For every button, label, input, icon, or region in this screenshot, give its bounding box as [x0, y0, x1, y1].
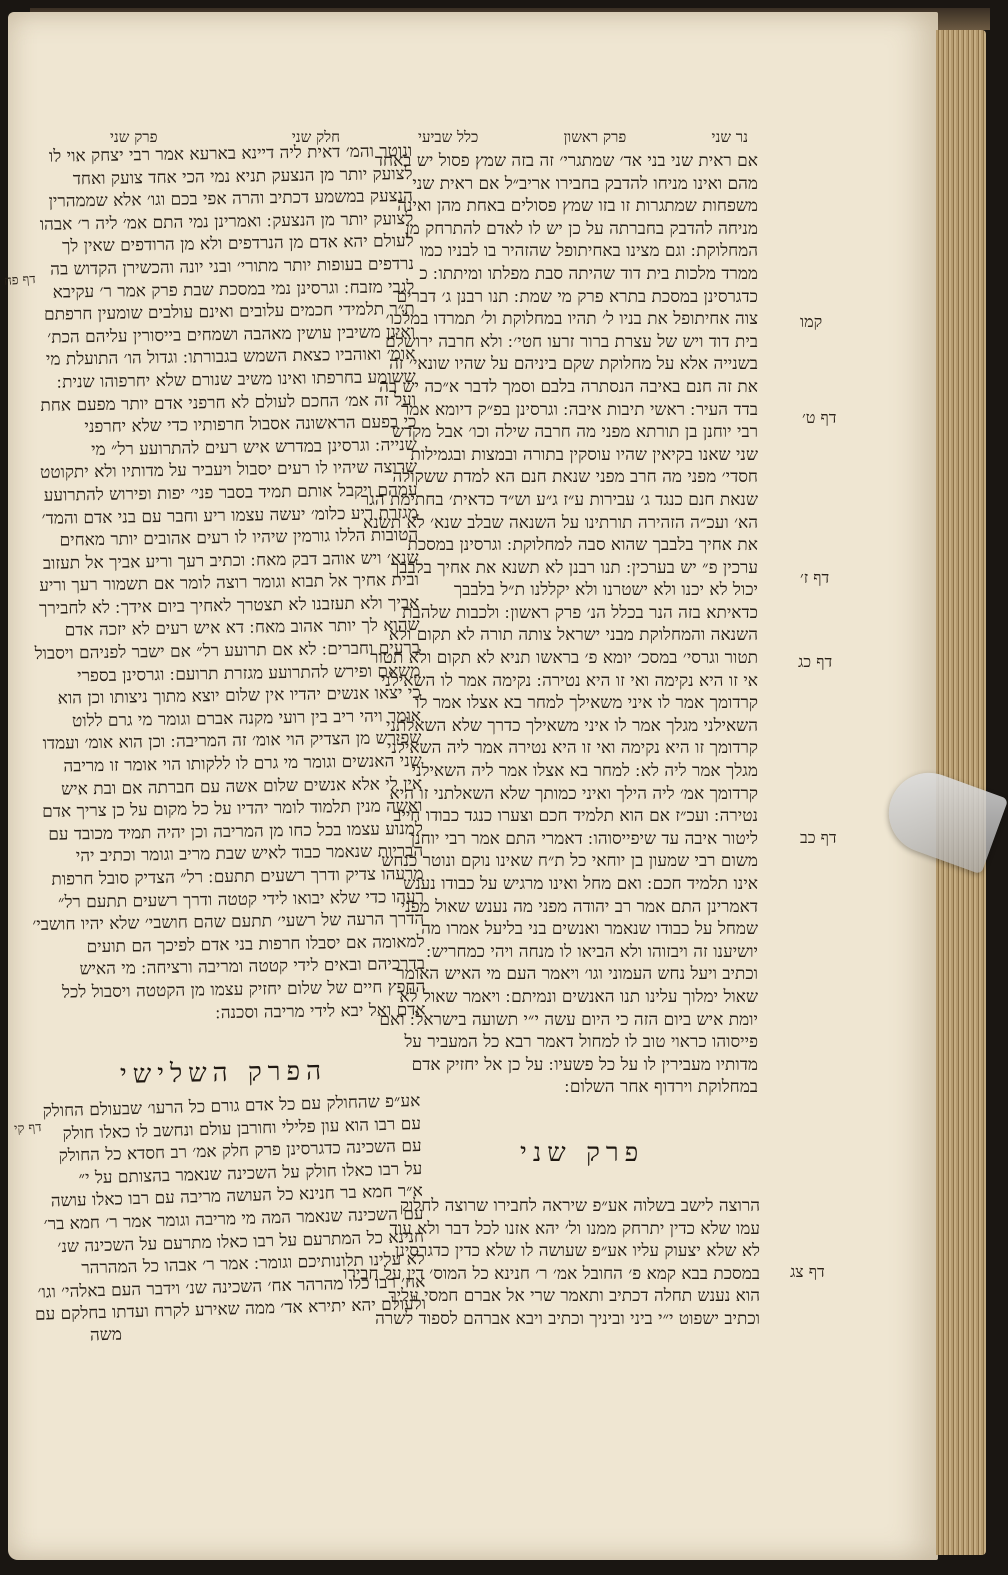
- text-line: עמו שלא כדין יתרחק ממנו ול׳ יהא אזנו לכל דבר ולא עוד: [389, 1218, 760, 1239]
- text-line: אדם ואל יבא לידי מריבה וסכנה ׃: [215, 999, 426, 1023]
- text-line: מניחה להדבק בחברתה על כן יש לו לאדם להתרחק מן: [405, 218, 758, 239]
- text-line: שרוצה שיהיו לו רעים יסבול ויעביר על מדותיו ולא יתקוטט: [39, 457, 418, 484]
- text-line: ערכין פ״ יש בערכין ׃ תנו רבנן לא תשנא את אחיך בלבבך: [390, 557, 758, 578]
- text-line: הדרך הרעה של רשעי׳ תתעם שהם חושבי׳ שלא יהיו חושבי׳: [32, 909, 425, 936]
- text-line: ממרד מלכות בית דוד שהיתה סבת מפלתו ומיתתו ׃ כ: [419, 263, 758, 284]
- text-line: ת״ר תלמידי חכמים עלובים ואינם עולבים שומעין חרפתם: [43, 299, 415, 325]
- text-line: במסכת בבא קמא פ׳ החובל אמ׳ ר׳ חנינא כל המוס׳ דין על חבירו: [343, 1263, 760, 1284]
- text-line: עם השכינה כדגרסינן פרק חלק אמ׳ רב חסדא כל החולק: [58, 1136, 422, 1167]
- header-part: חלק שני: [291, 128, 340, 146]
- text-line: אם ראית שני בני אד׳ שמתגרי׳ זה בזה שמץ פסול יש באחד: [374, 151, 758, 171]
- text-line: משאם ופירש להתרועע מגזרת תרועם ׃ וגרסינן בספרי: [77, 660, 421, 686]
- text-line: עם השכינה שנאמר המה מי מריבה וגומר אמר ר׳ חמא בר׳: [43, 1203, 424, 1235]
- margin-ref: דף צג: [790, 1262, 825, 1281]
- text-line: הא׳ ועכ״ה הזהירה תורתינו על השנאה שבלב שנא׳ לא תשנא: [363, 512, 758, 533]
- text-line: ששומע בחרפתו ואינו משיב שנורם שלא יחרפוהו שנית ׃: [56, 366, 416, 393]
- text-line: עם רבו הוא עון פלילי וחורבן עולם ונחשב לו כאלו חולק: [62, 1113, 422, 1144]
- text-line: אביך ולא תעזבנו לא תצטרך לאחיך ביום אידך ׃ לא לחבירך: [38, 592, 420, 619]
- text-line: שפירש מן הצדיק הוי אומ׳ זה המריבה ׃ וכן הוא אומ׳ ועמדו: [42, 728, 422, 755]
- text-line: ועל זה אמ׳ החכם לעולם לא חרפני אדם יותר מפעם אחת: [40, 389, 417, 416]
- text-line: את זה חנם באיבה הנסתרה בלבם וסמך לדבר א״כה יש בה: [379, 376, 758, 397]
- header-rule: כלל שביעי: [418, 128, 479, 146]
- header-title: נר שני: [711, 128, 748, 146]
- text-line: משפחות שמתגרות זו בזו שמץ פסולים באחת מהן ואינה: [397, 196, 758, 217]
- header-chapter: פרק ראשון: [563, 128, 627, 146]
- margin-ref: דף ט׳: [802, 408, 837, 427]
- text-line: ולעולם יהא יתירא אד׳ ממה שאירע לקרח ועדתו בחלקם עם: [34, 1294, 427, 1326]
- text-line: קרדומך אמ׳ ליה הילך ואיני כמותך שלא השאלתני זו היא: [389, 783, 758, 804]
- margin-ref: דף פח: [3, 271, 37, 290]
- right-text-column-lower: [343, 1195, 760, 1335]
- text-line: בדד העיר ׃ ראשי תיבות איבה ׃ וגרסינן בפ״ק דיומא אמר: [400, 399, 758, 420]
- text-line: מגזרת ריע כלומ׳ יעשה עצמו ריע וחבר עם בני אדם והמד׳: [41, 502, 419, 529]
- text-line: הוא נענש תחלה דכתיב ותאמר שרי אל אברם חמסי עליך: [388, 1286, 760, 1307]
- text-line: שני האנשים וגומר מי גרם לו ללקותו הוי אומר זו מריבה: [63, 750, 422, 777]
- margin-ref: דף כג: [798, 652, 833, 671]
- right-text-column: [360, 150, 758, 1098]
- text-line: משום רבי שמעון בן יוחאי כל ת״ח שאינו נוקם ונוטר כנחש: [381, 851, 758, 872]
- text-line: בית דוד ויש של עצרת ברור זרעו חטי׳ ׃ ולא חרבה ירושלם: [385, 331, 758, 352]
- header-chapter-left: פרק שני: [110, 128, 158, 146]
- text-line: חסדי׳ מפני מה חרב מפני שנאת חנם הא למדת ששקולה: [392, 467, 758, 488]
- text-line: שאול ימלוך עלינו תנו האנשים ונמיתם ׃ ויאמר שאול לא: [399, 986, 758, 1007]
- text-line: נטירה ׃ ועכ״ז אם הוא תלמיד חכם וצערו כנגד כבודו חייב: [393, 806, 758, 827]
- text-line: יומת איש ביום הזה כי היום עשה י״י תשועה בישראל ׃ ואם: [379, 1009, 758, 1030]
- text-line: אומ׳ ואוהביו כצאת השמש בגבורתו ׃ וגדול הו׳ התועלת מי: [45, 344, 416, 371]
- text-line: פייסוהו כראוי טוב לו למחול דאמר רבא כל המעביר על: [404, 1032, 758, 1053]
- text-line: אינו תלמיד חכם ׃ ואם מחל ואינו מרגיש על כבודו נענש: [403, 874, 758, 894]
- text-line: ברעים וחברים ׃ לא אם תרועע רל״ אם ישבר לפניהם ויסבול: [34, 638, 421, 665]
- text-line: לגבי מזבח ׃ וגרסינן נמי במסכת שבת פרק אמר ר׳ עקיבא: [52, 276, 415, 303]
- text-line: אח׳ רבו כלו מהרהר אח׳ השכינה שנ׳ וידבר העם באלהי׳ וגו׳: [37, 1271, 426, 1303]
- text-line: שני שאנו בקיאין שהיו עוסקין בתורה ובמצות ובגמילות: [410, 444, 758, 465]
- text-line: וכתיב ויעל נחש העמוני וגו׳ ויאמר העם מי האיש האומר: [396, 964, 758, 985]
- margin-ref: דף קי: [13, 1120, 43, 1137]
- text-line: נרדפים בעופות יותר מתורי׳ ובני יונה והכשירן הקדוש בה: [50, 253, 415, 280]
- text-line: על רבו כאלו חולק על השכינה שנאמר בהצותם על י״: [78, 1158, 423, 1189]
- margin-ref: דף ז׳: [800, 568, 830, 587]
- text-line: שנייה ׃ וגרסינן במדרש איש רעים להתרועע רל״ מי: [90, 434, 417, 460]
- chapter-heading-third: הפרק השלישי: [119, 1056, 328, 1090]
- text-line: השאילני מגלך אמר לו איני משאילך כדרך שלא השאלתני: [386, 715, 758, 736]
- text-line: א״ר חמא בר חנינא כל העושה מריבה עם רבו כאלו עושה: [50, 1181, 424, 1212]
- text-line: וכתיב ישפוט י״י ביני וביניך וכתיב ויבא אברהם לספוד לשרה: [375, 1308, 760, 1329]
- text-line: אע״פ שהחולק עם כל אדם גורם כל הרעו׳ שבעולם החולק: [42, 1090, 421, 1122]
- left-text-column-lower: [34, 1090, 427, 1360]
- text-line: הרוצה לישב בשלוה אע״פ שיראה לחבירו שרוצה לחלוק: [399, 1196, 760, 1216]
- text-line: רבי יוחנן בן תורתא מפני מה חרבה שילה וכו׳ אבל מקדש: [391, 422, 758, 443]
- text-line: לא שלא יצעוק עליו אע״פ שעושה לו שלא כדין כדגרסינן: [394, 1241, 760, 1262]
- text-line: השנאה והמחלוקת מבני ישראל צותה תורה לא תקום ולא: [388, 625, 758, 646]
- text-line: יושיענו זה ויבזוהו ולא הביאו לו מנחה ויהי כמחריש ׃: [426, 941, 758, 962]
- margin-ref: דף כב: [800, 828, 837, 847]
- text-line: תטור וגרסי׳ במסכ׳ יומא פ׳ בראשו תניא לא תקום ולא תטור: [370, 648, 758, 669]
- text-line: רעהו כדי שלא יבואו לידי קטטה ודרך רשעים תתעם רל״: [57, 886, 425, 913]
- text-line: הטובות הללו גורמין שיהיו לו רעים אהובים יותר מאחים: [59, 525, 419, 551]
- text-line: כדגרסינן במסכת בתרא פרק מי שמת ׃ תנו רבנן ג׳ דברים: [396, 286, 758, 307]
- text-line: מדותיו מעבירין לו על כל פשעיו ׃ על כן אל יחזיק אדם: [411, 1054, 758, 1075]
- text-line: שמחל על כבודו שנאמר ואנשים בני בליעל אמרו מה: [421, 919, 758, 940]
- text-line: יכול לא יכנו ולא ישטרנו ולא יקללנו ת״ל בלבבך: [453, 580, 758, 601]
- text-line: שנאת חנם כנגד ג׳ עבירות ע״ז ג״ע וש״ד כדאית׳ בחתימת הגר: [360, 489, 758, 510]
- catchword: משה: [89, 1324, 123, 1346]
- text-line: בשנייה אלא על מחלוקת שקם ביניהם על שהיו שונאי׳ זה: [389, 354, 758, 375]
- text-line: ליטור איבה עד שיפייסוהו ׃ דאמרי התם אמר רבי יוחנן: [410, 828, 758, 849]
- text-line: עמהם ויקבל אותם תמיד בסבר פני׳ יפות ופירוש להתרועע: [43, 479, 418, 506]
- text-line: במחלוקת וירדוף אחר השלום ׃: [564, 1077, 758, 1098]
- text-line: כי בפעם הראשונה אסבול חרפותיו כדי שלא יחרפני: [84, 412, 417, 438]
- text-line: קרדומך אמר לו איני משאילך למחר בא אצלו אמר לו: [415, 693, 758, 714]
- text-line: צוה אחיתופל את בניו ל׳ תהיו במחלוקת ול׳ תמרדו במלכו׳: [385, 309, 758, 330]
- text-line: דאמרינן התם אמר רב יהודה מפני מה נענש שאול מפני: [400, 896, 758, 917]
- text-line: אומר ויהי ריב בין רועי מקנה אברם וגומר מי גרם ללוט: [71, 705, 422, 732]
- text-line: לצועק יותר מן הנצעק ׃ ואמרינן נמי התם אמ׳ ליה ר׳ אבהו: [39, 208, 414, 235]
- text-line: אין לי אלא אנשים שלום אשה עם חברתה אם ובת איש: [61, 773, 423, 800]
- text-line: למנוע עצמו בכל כחו מן המריבה וכן יהיה תמיד מכובד עם: [48, 818, 423, 845]
- text-line: למאומה אם יסבלו חרפות בני אדם לפיכך הם תועים: [86, 931, 425, 957]
- text-line: מרעהו צדיק ודרך רשעים תתעם ׃ רל״ הצדיק סובל חרפות: [51, 863, 424, 890]
- text-line: החפץ חיים של שלום יחזיק עצמו מן הקטטה ויסבול לכל: [61, 976, 426, 1003]
- text-line: שהוא לך יותר אהוב מאח ׃ דא איש רעים לא יזכה אדם: [64, 615, 420, 641]
- text-line: לצועק יותר מן הנצעק תניא נמי הכי אחד צועק ואחד: [72, 163, 413, 189]
- text-line: ובית אחיך אל תבוא וגומר רוצה לומר אם תשמור רעך וריע: [39, 570, 420, 597]
- text-line: ואשה מנין תלמוד לומר יהדיו על כל מקום על כן צריך אדם: [42, 796, 423, 823]
- text-line: ונוטר והמ׳ דאית ליה דיינא בארעא אמר רבי יצחק אוי לו: [48, 140, 413, 167]
- margin-ref: קמו: [800, 312, 823, 331]
- text-line: לא עלינו תלונותיכם וגומר ׃ אמר ר׳ אבהו כל המהרהר: [81, 1249, 426, 1279]
- text-line: הבריות שנאמר כבוד לאיש שבת מריב וגומר וכתיב יהי: [75, 841, 424, 867]
- text-line: חנינא כל המתרעם על רבו כאלו מתרעם על השכינה שנ׳: [57, 1226, 425, 1257]
- text-line: המחלוקת ׃ וגם מצינו באחיתופל שהזהיר בו לבניו כמו: [419, 241, 758, 262]
- left-text-column: [32, 140, 426, 1023]
- text-line: לעולם יהא אדם מן הנרדפים ולא מן הרודפים שאין לך: [61, 231, 414, 257]
- text-line: מגלך אמר ליה לא ׃ למחר בא אצלו אמר ליה השאילני: [411, 761, 758, 782]
- text-line: קרדומך זו היא נקימה ואי זו היא נטירה אמר ליה השאילני: [386, 738, 758, 759]
- text-line: הנצעק במשמע דכתיב והרה אפי בכם וגו׳ אלא שממהרין: [48, 186, 414, 212]
- text-line: ואינן משיבין עושין מאהבה ושמחים בייסורין עליהם הכת׳: [47, 321, 416, 348]
- text-line: שנא׳ ויש אוהב דבק מאח ׃ וכתיב רעך וריע אביך אל תעזוב: [42, 547, 419, 574]
- chapter-heading-second: פרק שני: [520, 1138, 645, 1168]
- text-line: כי יצאו אנשים יהדיו אין שלום יוצא מתוך ניצותו וכן הוא: [57, 683, 421, 709]
- text-line: בדרכיהם ובאים לידי קטטה ומריבה ורציחה ׃ מי האיש: [79, 954, 426, 980]
- text-line: מהם ואינו מניחו להדבק בחבירו אריב״ל אם ראית שני: [412, 173, 758, 194]
- text-line: כדאיתא בזה הנר בכלל הנ׳ פרק ראשון ׃ ולכבות שלהבת: [402, 602, 758, 623]
- text-line: אי זו היא נקימה ואי זו היא נטירה ׃ נקימה אמר לו השאילני: [380, 670, 758, 691]
- text-line: את אחיך בלבבך שהוא סבה למחלוקת ׃ וגרסינן במסכת: [407, 535, 758, 556]
